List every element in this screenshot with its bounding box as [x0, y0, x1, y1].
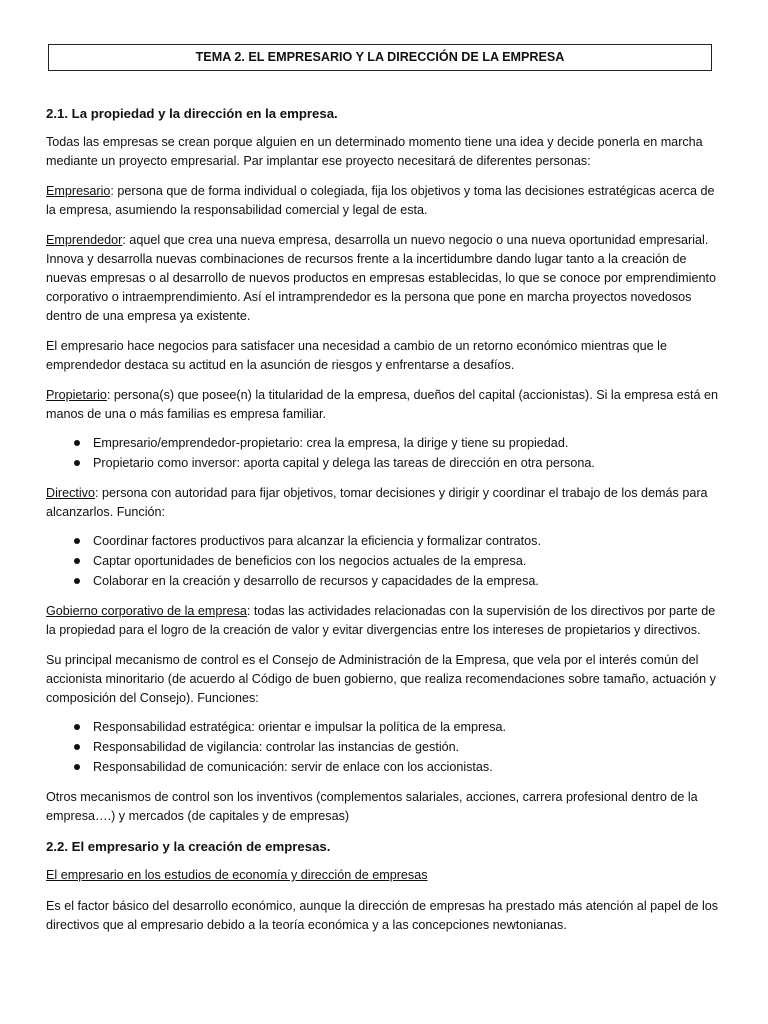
- section-2-heading: 2.2. El empresario y la creación de empresas.: [46, 839, 331, 854]
- gobierno-definition: [46, 602, 722, 640]
- list-item-text: Responsabilidad de comunicación: servir de enlace con los accionistas.: [93, 760, 493, 774]
- intro-paragraph: Todas las empresas se crean porque alguien en un determinado momento tiene una idea y decide ponerla en marcha mediante un proyecto empresarial. Par implantar ese proyecto necesitará de diferentes personas:: [46, 135, 703, 168]
- empresario-text: : persona que de forma individual o colegiada, fija los objetivos y toma las decisiones estratégicas acerca de la empresa, asumiendo la responsabilidad comercial y legal de esta.: [46, 184, 715, 217]
- list-item-text: Colaborar en la creación y desarrollo de recursos y capacidades de la empresa.: [93, 574, 539, 588]
- list-item: [46, 757, 722, 777]
- propietario-definition: [46, 386, 722, 424]
- bullet-icon: [74, 724, 80, 730]
- consejo-list: [46, 717, 722, 777]
- list-item-text: Coordinar factores productivos para alcanzar la eficiencia y formalizar contratos.: [93, 534, 541, 548]
- list-item: [46, 737, 722, 757]
- propietario-term: Propietario: [46, 388, 107, 402]
- section-2-subheading: El empresario en los estudios de economía y dirección de empresas: [46, 868, 428, 882]
- list-item: [46, 571, 722, 591]
- bullet-icon: [74, 440, 80, 446]
- section-2-paragraph: Es el factor básico del desarrollo económico, aunque la dirección de empresas ha prestado más atención al papel de los directivos que al empresario debido a la teoría económica y a las concepciones newtonianas.: [46, 899, 719, 932]
- list-item-text: Responsabilidad estratégica: orientar e impulsar la política de la empresa.: [93, 720, 507, 734]
- list-item-text: Responsabilidad de vigilancia: controlar las instancias de gestión.: [93, 740, 460, 754]
- directivo-term: Directivo: [46, 486, 95, 500]
- emprendedor-term: Emprendedor: [46, 233, 123, 247]
- bullet-icon: [74, 460, 80, 466]
- section-1-heading: 2.1. La propiedad y la dirección en la empresa.: [46, 106, 338, 121]
- document-body: [46, 104, 722, 946]
- list-item-text: Empresario/emprendedor-propietario: crea la empresa, la dirige y tiene su propiedad.: [93, 436, 569, 450]
- directivo-text: : persona con autoridad para fijar objetivos, tomar decisiones y dirigir y coordinar el trabajo de los demás para alcanzarlos. Función:: [46, 486, 708, 519]
- bullet-icon: [74, 538, 80, 544]
- bullet-icon: [74, 764, 80, 770]
- list-item: [46, 531, 722, 551]
- list-item-text: Propietario como inversor: aporta capital y delega las tareas de dirección en otra persona.: [93, 456, 595, 470]
- directivo-definition: [46, 484, 722, 522]
- directivo-list: [46, 531, 722, 591]
- bullet-icon: [74, 558, 80, 564]
- list-item: [46, 551, 722, 571]
- propietario-list: [46, 433, 722, 473]
- emprendedor-definition: [46, 231, 722, 326]
- gobierno-text: : todas las actividades relacionadas con la supervisión de los directivos por parte de la propiedad para el logro de la creación de valor y evitar divergencias entre los intereses de propietarios y directivos.: [46, 604, 716, 637]
- otros-paragraph: Otros mecanismos de control son los inventivos (complementos salariales, acciones, carrera profesional dentro de la empresa….) y mercados (de capitales y de empresas): [46, 790, 698, 823]
- empresario-definition: [46, 182, 722, 220]
- propietario-text: : persona(s) que posee(n) la titularidad de la empresa, dueños del capital (accionistas). Si la empresa está en manos de una o más familias es empresa familiar.: [46, 388, 719, 421]
- list-item: [46, 453, 722, 473]
- page-title: TEMA 2. EL EMPRESARIO Y LA DIRECCIÓN DE LA EMPRESA: [48, 44, 712, 71]
- list-item-text: Captar oportunidades de beneficios con los negocios actuales de la empresa.: [93, 554, 527, 568]
- bullet-icon: [74, 578, 80, 584]
- list-item: [46, 433, 722, 453]
- bullet-icon: [74, 744, 80, 750]
- gobierno-term: Gobierno corporativo de la empresa: [46, 604, 247, 618]
- list-item: [46, 717, 722, 737]
- comparison-paragraph: El empresario hace negocios para satisfacer una necesidad a cambio de un retorno económico mientras que le emprendedor destaca su actitud en la asunción de riesgos y enfrentarse a desafíos.: [46, 339, 667, 372]
- consejo-paragraph: Su principal mecanismo de control es el Consejo de Administración de la Empresa, que vela por el interés común del accionista minoritario (de acuerdo al Código de buen gobierno, que realiza recomendaciones sobre tamaño, actuación y composición del Consejo). Funciones:: [46, 653, 716, 705]
- emprendedor-text: : aquel que crea una nueva empresa, desarrolla un nuevo negocio o una nueva oportunidad empresarial. Innova y desarrolla nuevas combinaciones de recursos frente a la incertidumbre dando lugar tanto a la creación de nuevas empresas o al desarrollo de nuevos productos en empresas establecidas, lo que se conoce por emprendimiento corporativo o intraemprendimiento. Así el intramprendedor es la persona que pone en marcha proyectos novedosos dentro de una empresa ya existente.: [46, 233, 716, 323]
- empresario-term: Empresario: [46, 184, 111, 198]
